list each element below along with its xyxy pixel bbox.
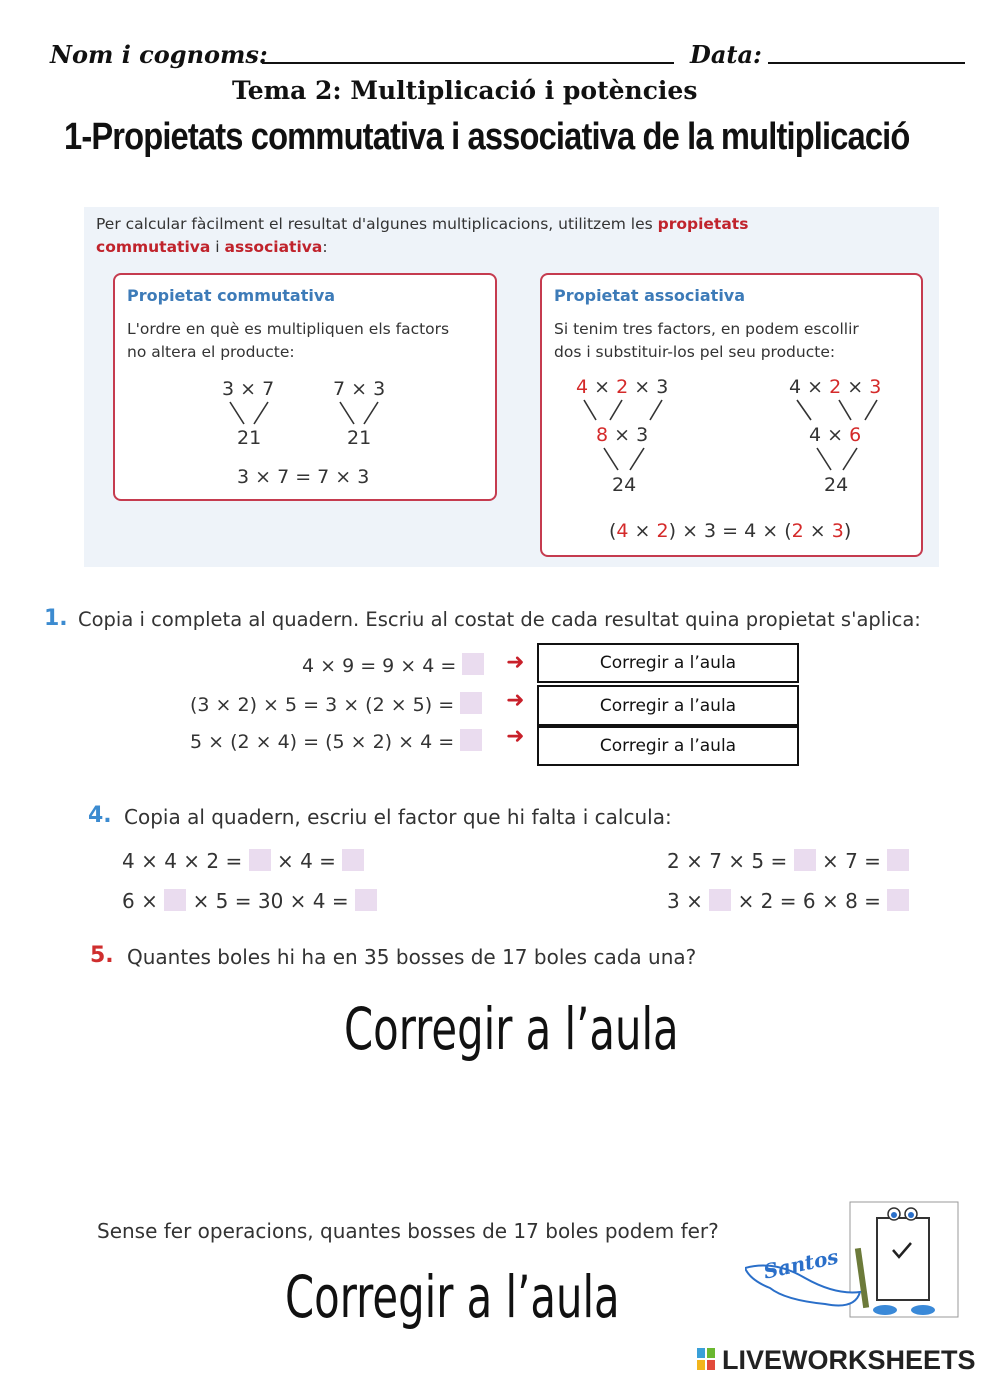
exercise4-b-part1: 6 × <box>122 889 158 913</box>
exercise4-item-c <box>667 849 909 873</box>
answer-square[interactable] <box>462 653 484 675</box>
exercise4-item-d <box>667 889 909 913</box>
assoc-eq-mid: × 3 = 4 × ( <box>676 520 792 542</box>
intro-text <box>96 213 816 259</box>
mascot-label: Santos <box>761 1244 841 1284</box>
exercise6-answer[interactable]: Corregir a l’aula <box>285 1263 620 1331</box>
intro-colon: : <box>322 238 328 256</box>
exercise4-c-part2: × 7 = <box>821 849 881 873</box>
answer-square[interactable] <box>249 849 271 871</box>
commutative-title: Propietat commutativa <box>127 286 336 305</box>
associative-title: Propietat associativa <box>554 286 746 305</box>
exercise6-text: Sense fer operacions, quantes bosses de 17 boles podem fer? <box>97 1219 719 1243</box>
exercise1-expression-3-text: 5 × (2 × 4) = (5 × 2) × 4 = <box>190 731 455 753</box>
exercise4-a-part1: 4 × 4 × 2 = <box>122 849 243 873</box>
assoc-eq-b: 2 <box>656 520 669 542</box>
answer-square[interactable] <box>887 889 909 911</box>
exercise1-expression-1-text: 4 × 9 = 9 × 4 = <box>302 655 457 677</box>
exercise1-answer-3[interactable]: Corregir a l’aula <box>537 726 799 766</box>
liveworksheets-logo-text[interactable]: LIVEWORKSHEETS <box>722 1345 976 1375</box>
assoc-right-b: 2 <box>829 376 842 398</box>
assoc-left-tree-bottom <box>596 446 676 474</box>
exercise4-d-part1: 3 × <box>667 889 703 913</box>
assoc-eq-open1: ( <box>609 520 617 542</box>
exercise4-item-b <box>122 889 377 913</box>
exercise1-text: Copia i completa al quadern. Escriu al costat de cada resultat quina propietat s'aplica: <box>78 608 921 631</box>
exercise4-b-part2: × 5 = 30 × 4 = <box>192 889 349 913</box>
exercise4-a-part2: × 4 = <box>276 849 336 873</box>
exercise1-answer-2[interactable]: Corregir a l’aula <box>537 685 799 726</box>
assoc-right-tree-top <box>789 398 899 426</box>
exercise4-c-part1: 2 × 7 × 5 = <box>667 849 788 873</box>
exercise4-d-part2: × 2 = 6 × 8 = <box>737 889 881 913</box>
answer-square[interactable] <box>709 889 731 911</box>
commutative-desc-2: no altera el producte: <box>127 343 295 361</box>
assoc-left-result: 24 <box>612 474 637 496</box>
answer-square[interactable] <box>460 692 482 714</box>
assoc-left-partial: 8 × 3 <box>596 424 649 446</box>
intro-highlight-commutative: propietats commutativa <box>96 215 749 256</box>
assoc-right-partial: 4 × 6 <box>809 424 862 446</box>
commutative-desc-1: L'ordre en què es multipliquen els factors <box>127 320 450 338</box>
associative-desc-2: dos i substituir-los pel seu producte: <box>554 343 836 361</box>
exercise4-number: 4. <box>88 803 112 828</box>
exercise1-expression-2-text: (3 × 2) × 5 = 3 × (2 × 5) = <box>190 694 455 716</box>
answer-square[interactable] <box>355 889 377 911</box>
answer-square[interactable] <box>794 849 816 871</box>
liveworksheets-logo-icon <box>697 1348 715 1370</box>
assoc-right-partial-factor: 4 <box>809 424 822 446</box>
exercise4-item-a <box>122 849 364 873</box>
commutative-result-left: 21 <box>237 427 262 449</box>
answer-square[interactable] <box>460 729 482 751</box>
assoc-left-partial-value: 8 <box>596 424 609 446</box>
answer-square[interactable] <box>887 849 909 871</box>
name-line[interactable] <box>262 62 674 64</box>
assoc-right-tree-bottom <box>809 446 889 474</box>
assoc-eq-times2: × <box>803 520 832 542</box>
associative-desc-1: Si tenim tres factors, en podem escollir <box>554 320 859 338</box>
intro-conjunction: i <box>215 238 220 256</box>
assoc-eq-times1: × <box>628 520 657 542</box>
commutative-example-right: 7 × 3 <box>333 378 386 400</box>
mascot-illustration <box>745 1200 960 1320</box>
assoc-eq-c: 2 <box>791 520 804 542</box>
arrow-right-icon: ➜ <box>506 724 525 749</box>
assoc-left-c: 3 <box>656 376 669 398</box>
answer-square[interactable] <box>164 889 186 911</box>
exercise5-number: 5. <box>90 943 114 968</box>
assoc-right-result: 24 <box>824 474 849 496</box>
topic-heading: Tema 2: Multiplicació i potències <box>232 76 698 105</box>
arrow-right-icon: ➜ <box>506 650 525 675</box>
exercise1-expression-1 <box>302 653 484 677</box>
assoc-eq-close1: ) <box>668 520 677 542</box>
intro-highlight-associative: associativa <box>224 238 323 256</box>
commutative-result-right: 21 <box>347 427 372 449</box>
intro-text-start: Per calcular fàcilment el resultat d'algunes multiplicacions, utilitzem les <box>96 215 653 233</box>
date-line[interactable] <box>768 62 965 64</box>
assoc-eq-close2: ) <box>843 520 852 542</box>
exercise5-text: Quantes boles hi ha en 35 bosses de 17 boles cada una? <box>127 945 697 969</box>
commutative-equation: 3 × 7 = 7 × 3 <box>237 466 370 488</box>
page-title: 1-Propietats commutativa i associativa de la multiplicació <box>64 116 910 158</box>
associative-equation <box>609 520 851 542</box>
exercise1-answer-1[interactable]: Corregir a l’aula <box>537 643 799 683</box>
assoc-eq-d: 3 <box>831 520 844 542</box>
assoc-eq-a: 4 <box>616 520 629 542</box>
assoc-right-partial-value: 6 <box>849 424 862 446</box>
assoc-left-b: 2 <box>616 376 629 398</box>
name-label: Nom i cognoms: <box>50 40 268 69</box>
exercise1-expression-3 <box>190 729 482 753</box>
assoc-right-expression: 4 × 2 × 3 <box>789 376 882 398</box>
exercise1-expression-2 <box>190 692 482 716</box>
assoc-left-a: 4 <box>576 376 589 398</box>
assoc-left-partial-factor: 3 <box>636 424 649 446</box>
commutative-example-left: 3 × 7 <box>222 378 275 400</box>
assoc-right-c: 3 <box>869 376 882 398</box>
answer-square[interactable] <box>342 849 364 871</box>
exercise5-answer[interactable]: Corregir a l’aula <box>344 995 679 1063</box>
assoc-left-expression: 4 × 2 × 3 <box>576 376 669 398</box>
exercise4-text: Copia al quadern, escriu el factor que hi falta i calcula: <box>124 805 672 829</box>
assoc-left-tree-top <box>576 398 686 426</box>
date-label: Data: <box>690 40 762 69</box>
exercise1-number: 1. <box>44 606 68 631</box>
arrow-right-icon: ➜ <box>506 688 525 713</box>
commutative-tree-lines <box>200 400 400 430</box>
assoc-right-a: 4 <box>789 376 802 398</box>
